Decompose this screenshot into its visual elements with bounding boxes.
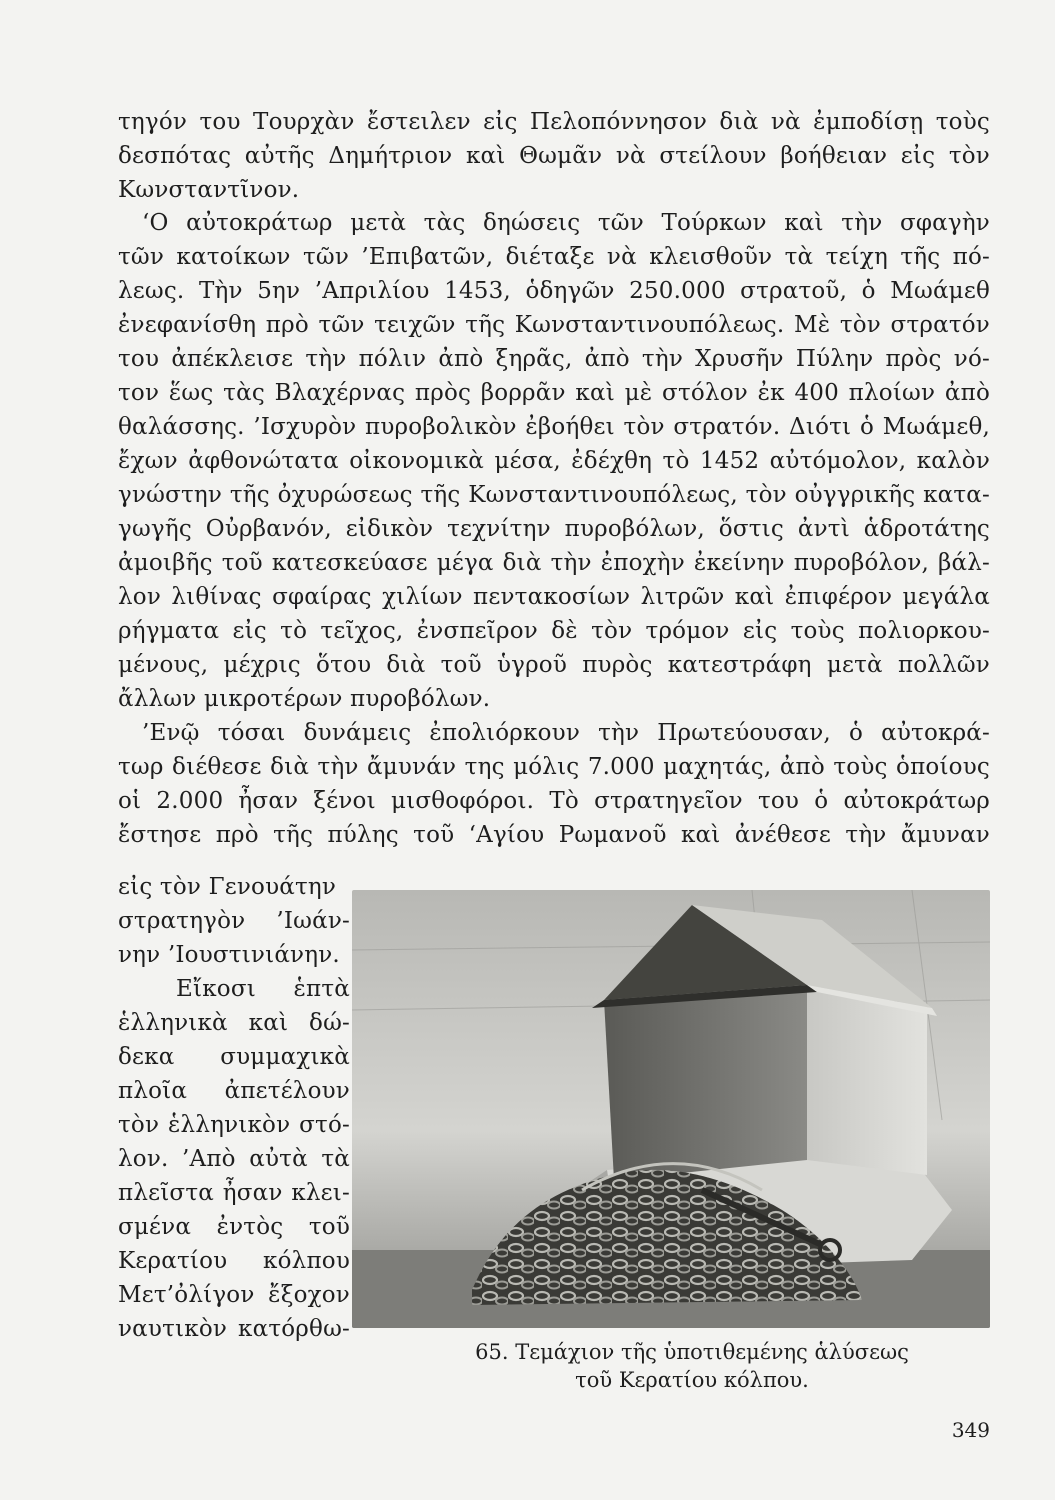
figure-photo-chain xyxy=(352,890,990,1328)
text-line: τηγόν του Τουρχὰν ἔστειλεν εἰς Πελοπόννησον διὰ νὰ ἐμποδίσῃ τοὺς xyxy=(118,109,990,135)
text-line: τὸν ἑλληνικὸν στό- xyxy=(118,1112,350,1138)
text-line: Κωνσταντῖνον. xyxy=(118,177,300,203)
text-line: οἱ 2.000 ἦσαν ξένοι μισθοφόροι. Τὸ στρατηγεῖον του ὁ αὐτοκράτωρ xyxy=(118,788,990,814)
text-line: του ἀπέκλεισε τὴν πόλιν ἀπὸ ξηρᾶς, ἀπὸ τὴν Χρυσῆν Πύλην πρὸς νό- xyxy=(118,346,990,372)
text-line: ἑλληνικὰ καὶ δώ- xyxy=(118,1010,350,1036)
text-line: τον ἕως τὰς Βλαχέρνας πρὸς βορρᾶν καὶ μὲ στόλον ἐκ 400 πλοίων ἀπὸ xyxy=(118,380,990,406)
text-line: ἐνεφανίσθη πρὸ τῶν τειχῶν τῆς Κωνσταντινουπόλεως. Μὲ τὸν στρατόν xyxy=(118,312,990,338)
chain-photo-illustration xyxy=(352,890,990,1328)
text-line: ἔστησε πρὸ τῆς πύλης τοῦ ‘Αγίου Ρωμανοῦ καὶ ἀνέθεσε τὴν ἄμυναν xyxy=(118,822,990,848)
text-line: λον. ’Απὸ αὐτὰ τὰ xyxy=(118,1146,350,1172)
text-line: πλοῖα ἀπετέλουν xyxy=(118,1078,350,1104)
text-line: τωρ διέθεσε διὰ τὴν ἄμυνάν της μόλις 7.000 μαχητάς, ἀπὸ τοὺς ὁποίους xyxy=(118,754,990,780)
text-line: τῶν κατοίκων τῶν ’Επιβατῶν, διέταξε νὰ κλεισθοῦν τὰ τείχη τῆς πό- xyxy=(118,244,990,270)
text-line: ’Ενῷ τόσαι δυνάμεις ἐπολιόρκουν τὴν Πρωτεύουσαν, ὁ αὐτοκρά- xyxy=(142,720,990,746)
text-line: μένους, μέχρις ὅτου διὰ τοῦ ὑγροῦ πυρὸς κατεστράφη μετὰ πολλῶν xyxy=(118,652,990,678)
text-line: λεως. Τὴν 5ην ’Απριλίου 1453, ὁδηγῶν 250.000 στρατοῦ, ὁ Μωάμεθ xyxy=(118,278,990,304)
text-line: Εἴκοσι ἑπτὰ xyxy=(176,976,350,1002)
text-line: ἄλλων μικροτέρων πυροβόλων. xyxy=(118,686,491,712)
text-line: πλεῖστα ἦσαν κλει- xyxy=(118,1180,350,1206)
text-line: δεσπότας αὐτῆς Δημήτριον καὶ Θωμᾶν νὰ στείλουν βοήθειαν εἰς τὸν xyxy=(118,143,990,169)
text-line: θαλάσσης. ’Ισχυρὸν πυροβολικὸν ἐβοήθει τὸν στρατόν. Διότι ὁ Μωάμεθ, xyxy=(118,414,990,440)
text-line: στρατηγὸν ’Ιωάν- xyxy=(118,908,350,934)
figure-caption-line-2: τοῦ Κερατίου κόλπου. xyxy=(575,1368,809,1392)
text-line: σμένα ἐντὸς τοῦ xyxy=(118,1214,350,1240)
page-number: 349 xyxy=(951,1418,990,1442)
text-line: ναυτικὸν κατόρθω- xyxy=(118,1316,350,1342)
text-line: λον λιθίνας σφαίρας χιλίων πεντακοσίων λιτρῶν καὶ ἐπιφέρον μεγάλα xyxy=(118,584,990,610)
text-line: νην ’Ιουστινιάνην. xyxy=(118,942,340,968)
text-line: δεκα συμμαχικὰ xyxy=(118,1044,350,1070)
text-line: γωγῆς Οὐρβανόν, εἰδικὸν τεχνίτην πυροβόλων, ὅστις ἀντὶ ἁδροτάτης xyxy=(118,516,990,542)
text-line: ἔχων ἀφθονώτατα οἰκονομικὰ μέσα, ἐδέχθη τὸ 1452 αὐτόμολον, καλὸν xyxy=(118,448,990,474)
figure-caption-line-1: 65. Τεμάχιον τῆς ὑποτιθεμένης ἁλύσεως xyxy=(475,1340,909,1364)
text-line: γνώστην τῆς ὀχυρώσεως τῆς Κωνσταντινουπόλεως, τὸν οὐγγρικῆς κατα- xyxy=(118,482,990,508)
text-line: ἀμοιβῆς τοῦ κατεσκεύασε μέγα διὰ τὴν ἐποχὴν ἐκείνην πυροβόλον, βάλ- xyxy=(118,550,990,576)
text-line: Μετ’ὀλίγον ἔξοχον xyxy=(118,1282,350,1308)
text-line: ρήγματα εἰς τὸ τεῖχος, ἐνσπεῖρον δὲ τὸν τρόμον εἰς τοὺς πολιορκου- xyxy=(118,618,990,644)
text-line: ‘Ο αὐτοκράτωρ μετὰ τὰς δηώσεις τῶν Τούρκων καὶ τὴν σφαγὴν xyxy=(142,210,990,236)
text-line: Κερατίου κόλπου xyxy=(118,1248,350,1274)
text-line: εἰς τὸν Γενουάτην xyxy=(118,874,337,900)
